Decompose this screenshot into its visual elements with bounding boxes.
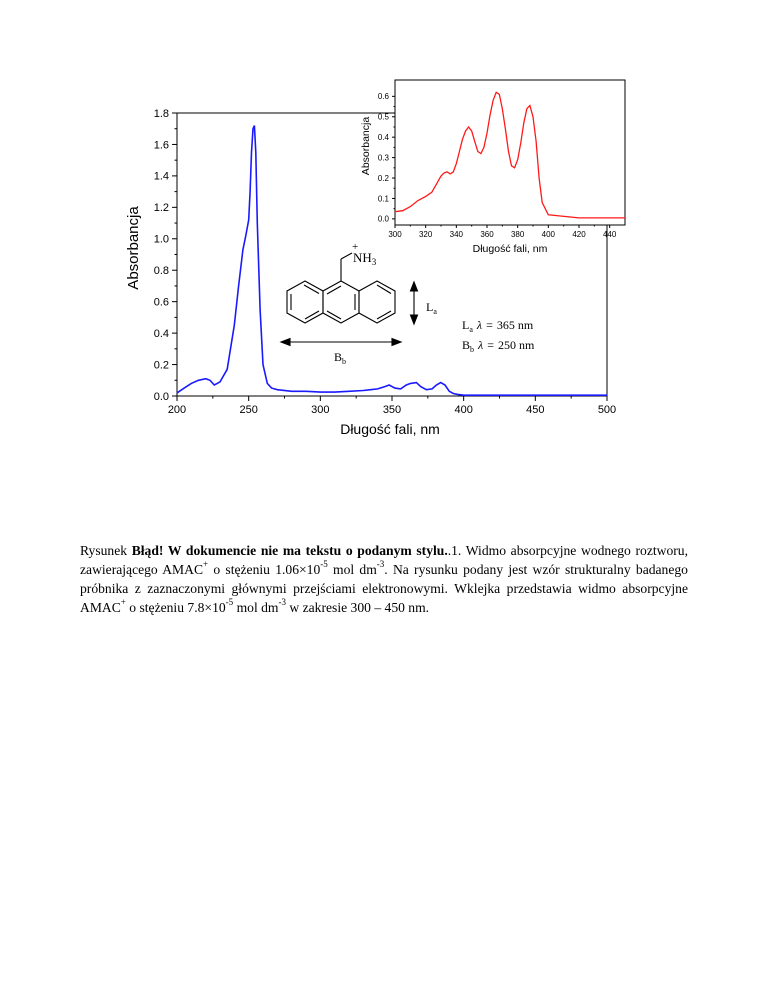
y-tick-label: 0.2: [153, 359, 169, 372]
inset-chart: [360, 80, 625, 255]
legend-la-label: L: [462, 318, 470, 332]
ring-left: [287, 281, 323, 323]
main-y-ticks: [154, 108, 177, 403]
x-tick-label: 440: [602, 230, 617, 239]
x-tick-label: 400: [541, 230, 556, 239]
double-bond: [304, 285, 319, 294]
legend-bb-label: B: [462, 338, 471, 352]
y-tick-label: 0.4: [377, 132, 389, 142]
double-bond: [377, 311, 391, 319]
x-tick-label: 250: [239, 404, 258, 416]
legend-bb-equals: =: [487, 338, 494, 352]
legend-line-bb: [462, 338, 535, 354]
y-tick-label: 0.0: [377, 214, 389, 224]
la-label: [426, 300, 437, 316]
bb-arrow-head-right: [392, 339, 401, 346]
ring-middle: [323, 281, 359, 323]
x-tick-label: 350: [382, 404, 402, 416]
y-tick-label: 1.0: [153, 233, 169, 246]
methylene-bond: [341, 253, 352, 259]
x-tick-label: 340: [449, 230, 464, 239]
caption-prefix: Rysunek: [80, 543, 132, 558]
figure-caption: [80, 541, 688, 617]
caption-sup-3: -3: [376, 559, 385, 570]
caption-bold-error: Błąd! W dokumencie nie ma tekstu o podanym stylu.: [131, 543, 448, 558]
caption-text-1: .1. Widmo absorpcyjne wodnego roztworu, zawierającego AMAC: [80, 543, 689, 577]
y-tick-label: 0.3: [377, 153, 389, 163]
x-tick-label: 380: [510, 230, 525, 239]
y-tick-label: 0.1: [377, 194, 389, 204]
y-tick-label: 0.6: [377, 92, 389, 102]
double-bond: [377, 285, 391, 294]
legend-la-equals: =: [486, 318, 493, 332]
caption-text-2: o stężeniu 1.06×10: [208, 562, 321, 577]
y-tick-label: 1.8: [153, 107, 169, 120]
inset-y-axis-label: Absorbancja: [360, 116, 372, 176]
legend-bb-lambda: λ: [478, 338, 484, 352]
double-bond: [327, 311, 341, 319]
ring-right: [359, 281, 395, 323]
nh3-text: NH: [353, 250, 372, 265]
bb-text: B: [334, 350, 343, 364]
y-tick-label: 0.5: [377, 112, 389, 122]
la-text: L: [426, 300, 434, 314]
caption-text-6: mol dm: [233, 600, 279, 615]
nh3-subscript: 3: [371, 257, 377, 267]
x-tick-label: 400: [454, 404, 473, 416]
inset-x-axis-label: Długość fali, nm: [472, 243, 548, 255]
y-tick-label: 0.4: [153, 327, 169, 340]
legend-la-subscript: a: [469, 325, 473, 334]
x-tick-label: 420: [572, 230, 586, 239]
y-tick-label: 0.6: [153, 296, 169, 309]
legend-la-value: 365 nm: [496, 318, 534, 332]
caption-sup-2: -5: [320, 559, 328, 570]
amac-structure: [281, 253, 418, 346]
inset-plot-frame: [395, 80, 625, 225]
y-tick-label: 1.4: [153, 170, 169, 183]
main-y-axis-label: Absorbancja: [125, 206, 142, 290]
x-tick-label: 320: [418, 230, 433, 239]
legend-bb-value: 250 nm: [498, 338, 535, 352]
y-tick-label: 0.8: [153, 265, 169, 278]
y-tick-label: 1.6: [153, 139, 169, 152]
x-tick-label: 360: [480, 230, 494, 239]
caption-sup-4: +: [120, 597, 126, 608]
legend-la-lambda: λ: [476, 318, 483, 332]
main-x-ticks: [168, 396, 616, 416]
inset-x-ticks: [388, 225, 617, 239]
bb-arrow-head-left: [281, 339, 290, 346]
caption-sup-5: -5: [225, 597, 234, 608]
double-bond: [305, 311, 319, 319]
main-x-axis-label: Długość fali, nm: [340, 421, 440, 437]
x-tick-label: 450: [526, 404, 545, 416]
bb-subscript: b: [342, 357, 347, 366]
caption-text-7: w zakresie 300 – 450 nm.: [286, 600, 430, 615]
y-tick-label: 0.2: [377, 173, 389, 183]
caption-sup-1: +: [203, 559, 209, 570]
y-tick-label: 0.0: [153, 390, 169, 403]
caption-text-5: o stężeniu 7.8×10: [125, 600, 226, 615]
x-tick-label: 300: [388, 230, 402, 239]
la-subscript: a: [433, 307, 437, 316]
la-arrow-head-bottom: [411, 315, 418, 324]
inset-y-ticks: [378, 92, 395, 224]
x-tick-label: 500: [597, 404, 617, 416]
x-tick-label: 200: [167, 404, 187, 416]
caption-text-4: . Na rysunku podany jest wzór strukturalny badanego próbnika z zaznaczonymi głównymi przejściami elektronowymi. Wklejka przedstawia widmo absorpcyjne AMAC: [80, 562, 688, 615]
bb-label: [334, 350, 346, 366]
caption-text-3: mol dm: [327, 562, 377, 577]
caption-sup-6: -3: [278, 597, 286, 608]
legend-line-la: [462, 318, 534, 334]
legend-bb-subscript: b: [470, 345, 475, 354]
charge-label: +: [352, 241, 359, 253]
x-tick-label: 300: [311, 404, 330, 416]
y-tick-label: 1.2: [153, 202, 169, 215]
la-arrow-head-top: [411, 282, 418, 291]
